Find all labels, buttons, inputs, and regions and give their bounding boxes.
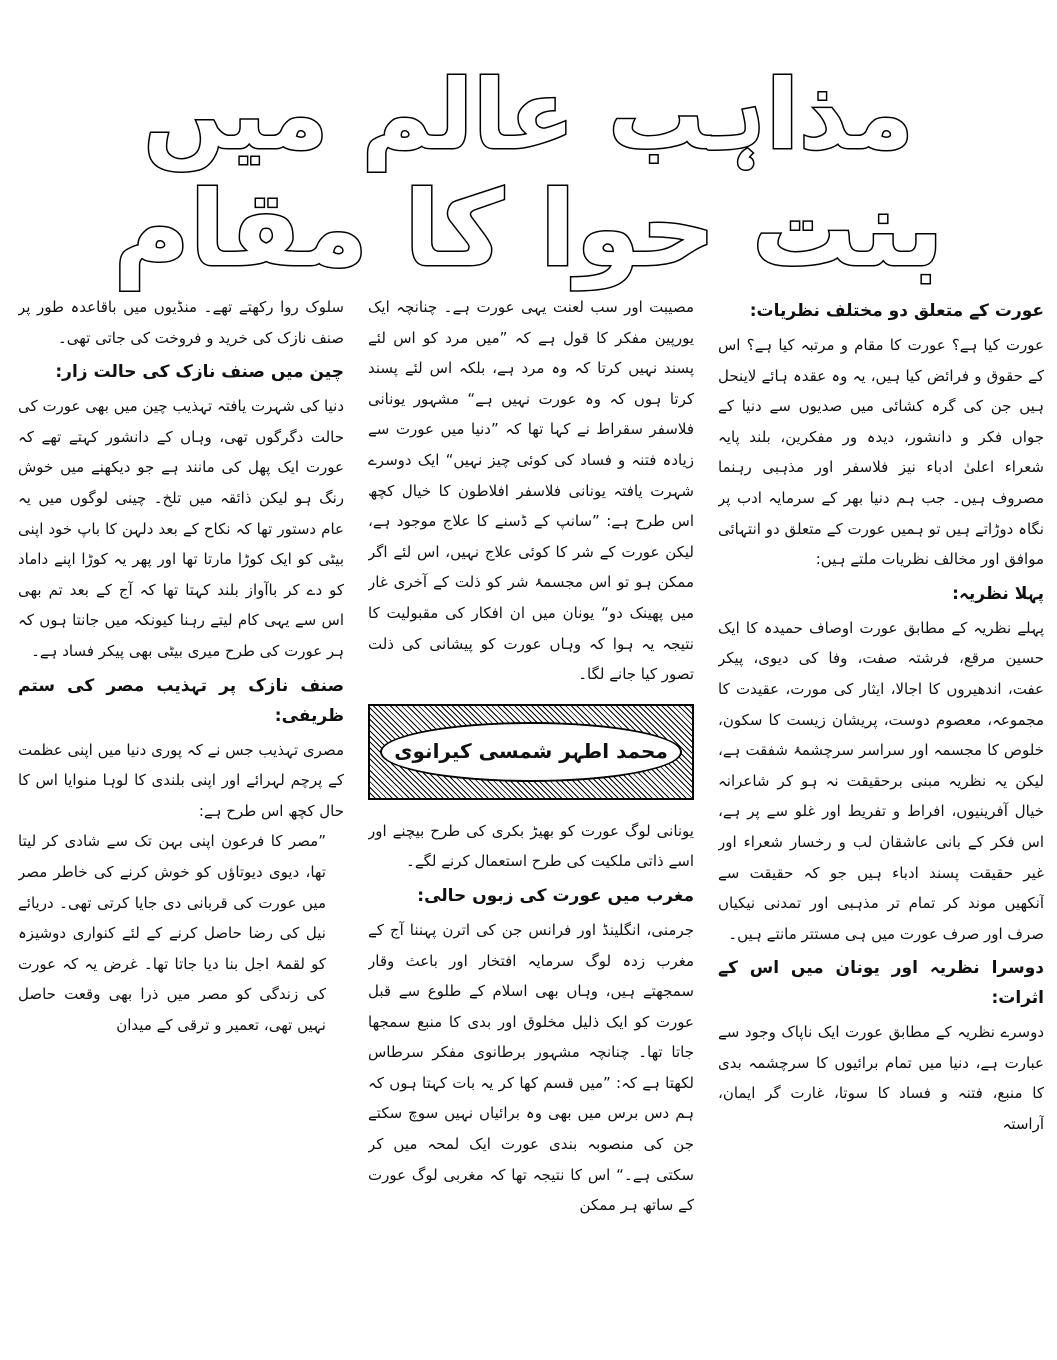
paragraph: مصیبت اور سب لعنت یہی عورت ہے۔ چنانچہ ایک یورپین مفکر کا قول ہے کہ ”میں مرد کو اس لئے پسند نہیں کرتا کہ وہ مرد ہے، بلکہ اس لئے پسند کرتا ہوں کہ وہ عورت نہیں ہے“ مشہور یونانی فلاسفر سقراط نے کہا تھا کہ ”دنیا میں عورت سے زیادہ فتنہ و فساد کی کوئی چیز نہیں“ ایک دوسرے شہرت یافتہ یونانی فلاسفر افلاطون کا خیال کچھ اس طرح ہے: ”سانپ کے ڈسنے کا علاج موجود ہے، لیکن عورت کے شر کا کوئی علاج نہیں، اس لئے اگر ممکن ہو تو اس مجسمۂ شر کو ذلت کے آخری غار میں پھینک دو“ یونان میں ان افکار کی مقبولیت کا نتیجہ یہ ہوا کہ وہاں عورت کو پیشانی کی ذلت تصور کیا جانے لگا۔ (368, 298, 694, 684)
article-title-line2: بنت حوا کا مقام (113, 168, 944, 290)
column-middle (368, 292, 694, 1352)
paragraph: پہلے نظریہ کے مطابق عورت اوصاف حمیدہ کا ایک حسین مرقع، فرشتہ صفت، وفا کی دیوی، پیکر عفت، اندھیروں کا اجالا، ایثار کی مورت، عقیدت کا مجموعہ، معصوم دوست، پریشان زیست کا سکون، خلوص کا مجسمہ اور سراسر سرچشمۂ شفقت ہے، لیکن یہ نظریہ مبنی برحقیقت نہ ہو کر شاعرانہ خیال آفرینیوں، افراط و تفریط اور غلو سے پر ہے، اس فکر کے بانی عاشقان لب و رخسار شعراء اور غیر حقیقت پسند ادباء ہیں جو کہ حقیقت سے آنکھیں موند کر تمام تر مذہبی اور تمدنی نیکیاں صرف اور صرف عورت میں ہی مستتر مانتے ہیں۔ (718, 618, 1044, 943)
section-heading: صنف نازک پر تہذیب مصر کی ستم ظریفی: (18, 675, 344, 726)
paragraph: عورت کیا ہے؟ عورت کا مقام و مرتبہ کیا ہے؟ اس کے حقوق و فرائض کیا ہیں، یہ وہ عقدہ ہائے لاینحل ہیں جن کی گرہ کشائی میں صدیوں سے دنیا کے جواں فکر و دانشور، دیدہ ور مفکرین، بلند پایہ شعراء اعلیٰ ادباء نیز فلاسفر اور مذہبی رہنما مصروف ہیں۔ جب ہم دنیا بھر کے سرمایہ ادب پر نگاہ دوڑاتے ہیں تو ہمیں عورت کے متعلق دو انتہائی موافق اور مخالف نظریات ملتے ہیں: (718, 336, 1044, 569)
section-heading: پہلا نظریہ: (952, 583, 1044, 604)
paragraph: دنیا کی شہرت یافتہ تہذیب چین میں بھی عورت کی حالت دگرگوں تھی، وہاں کے دانشور کہتے تھے کہ عورت ایک پھل کی مانند ہے جو دیکھنے میں خوش رنگ ہو لیکن ذائقہ میں تلخ۔ چینی لوگوں میں یہ عام دستور تھا کہ نکاح کے بعد دلہن کا باپ خود اپنی بیٹی کو ایک کوڑا مارتا تھا اور پھر یہ کوڑا اپنے داماد کو دے کر باآواز بلند کہتا تھا کہ آج کے بعد تم بھی اس سے یہی کام لیتے رہنا کیونکہ میں جانتا ہوں کہ ہر عورت کی طرح میری بیٹی بھی پیکر فساد ہے۔ (18, 397, 344, 660)
author-name: محمد اطہر شمسی کیرانوی (380, 722, 682, 782)
section-heading: چین میں صنف نازک کی حالت زار: (55, 362, 344, 383)
column-right (718, 292, 1044, 1352)
section-heading: دوسرا نظریہ اور یونان میں اس کے اثرات: (718, 958, 1044, 1009)
paragraph: جرمنی، انگلینڈ اور فرانس جن کی اترن پہننا آج کے مغرب زدہ لوگ سرمایہ افتخار اور باعث وقار سمجھتے ہیں، وہاں بھی اسلام کے طلوع سے قبل عورت کو ایک ذلیل مخلوق اور بدی کا منبع سمجھا جاتا تھا۔ چنانچہ مشہور برطانوی مفکر سرطاس لکھتا ہے کہ: ”میں قسم کھا کر یہ بات کہتا ہوں کہ ہم دس برس میں بھی وہ برائیاں نہیں سوچ سکتے جن کی منصوبہ بندی عورت ایک لمحہ میں کر سکتی ہے۔“ اس کا نتیجہ تھا کہ مغربی لوگ عورت کے ساتھ ہر ممکن (368, 920, 694, 1215)
column-left (18, 292, 344, 1352)
author-byline-box (368, 704, 694, 800)
section-heading: عورت کے متعلق دو مختلف نظریات: (749, 301, 1044, 321)
paragraph: مصری تہذیب جس نے کہ پوری دنیا میں اپنی عظمت کے پرچم لہرائے اور اپنی بلندی کا لوہا منوایا اس کا حال کچھ اس طرح ہے: (18, 740, 344, 820)
article-title-line1: مذاہب عالم میں (143, 59, 914, 171)
article-body (14, 292, 1044, 1352)
paragraph: سلوک روا رکھتے تھے۔ منڈیوں میں باقاعدہ طور پر صنف نازک کی خرید و فروخت کی جاتی تھی۔ (18, 298, 344, 347)
paragraph: یونانی لوگ عورت کو بھیڑ بکری کی طرح بیچنے اور اسے ذاتی ملکیت کی طرح استعمال کرنے لگے۔ (368, 821, 694, 871)
quotation: ”مصر کا فرعون اپنی بہن تک سے شادی کر لیتا تھا، دیوی دیوتاؤں کو خوش کرنے کی خاطر مصر میں عورت کی قربانی دی جایا کرتی تھی۔ دریائے نیل کی رضا حاصل کرنے کے لئے کنواری دوشیزہ کو لقمۂ اجل بنا دیا جاتا تھا۔ غرض یہ کہ عورت کی زندگی کو مصر میں ذرا بھی وقعت حاصل نہیں تھی، تعمیر و ترقی کے میدان (18, 832, 326, 1034)
paragraph: دوسرے نظریہ کے مطابق عورت ایک ناپاک وجود سے عبارت ہے، دنیا میں تمام برائیوں کا سرچشمہ بدی کا منبع، فتنہ و فساد کا سوتا، غارت گر ایمان، آراستہ (718, 1023, 1044, 1134)
section-heading: مغرب میں عورت کی زبوں حالی: (417, 885, 694, 906)
